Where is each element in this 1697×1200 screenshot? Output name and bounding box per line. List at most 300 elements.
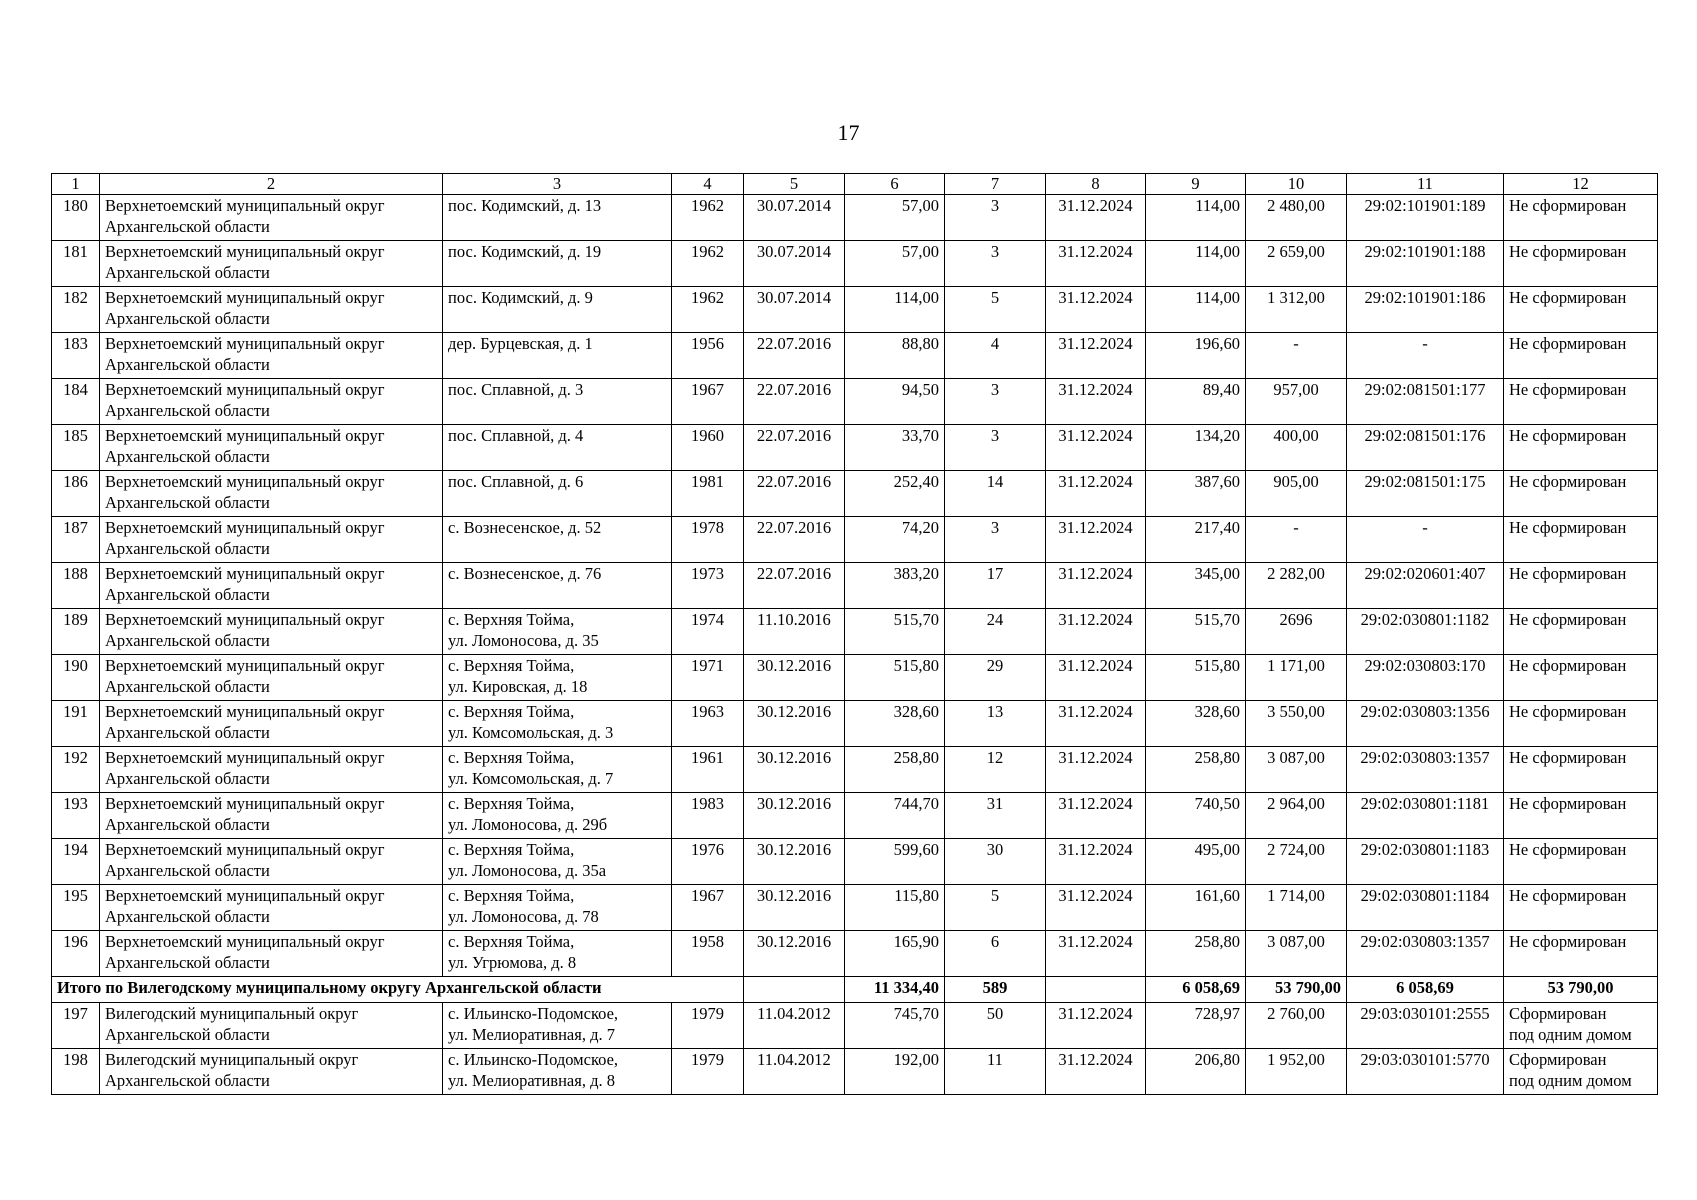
- residents-cell: [945, 655, 1046, 701]
- column-header: 8: [1046, 174, 1146, 195]
- deadline-text: 31.12.2024: [1058, 932, 1133, 951]
- year-text: 1958: [691, 932, 724, 951]
- status-text: Не сформирован: [1509, 840, 1627, 859]
- date-cell: [744, 425, 845, 471]
- municipality-cell: [100, 287, 443, 333]
- year-cell: [672, 195, 744, 241]
- area-cell: [845, 931, 945, 977]
- date-cell: [744, 1049, 845, 1095]
- year-cell: [672, 1003, 744, 1049]
- deadline-text: 31.12.2024: [1058, 564, 1133, 583]
- cadastral-text: 29:02:081501:177: [1364, 380, 1486, 399]
- deadline-text: 31.12.2024: [1058, 288, 1133, 307]
- year-text: 1978: [691, 518, 724, 537]
- cadastral-text: 29:02:030803:1357: [1360, 748, 1490, 767]
- area-text: 599,60: [893, 840, 939, 859]
- municipality-text: Архангельской области: [105, 1025, 270, 1044]
- deadline-cell: [1046, 471, 1146, 517]
- address-cell: [443, 195, 672, 241]
- cadastral-text: 29:02:030801:1181: [1360, 794, 1490, 813]
- year-cell: [672, 701, 744, 747]
- residents-text: 31: [986, 794, 1004, 813]
- area-text: 744,70: [893, 794, 939, 813]
- address-text: пос. Сплавной, д. 6: [448, 472, 584, 491]
- municipality-text: Верхнетоемский муниципальный округ: [105, 886, 385, 905]
- municipality-cell: [100, 517, 443, 563]
- year-text: 1967: [691, 886, 724, 905]
- row-number-text: 189: [63, 610, 88, 629]
- col9-text: 345,00: [1194, 564, 1240, 583]
- year-text: 1963: [691, 702, 724, 721]
- year-text: 1976: [691, 840, 724, 859]
- address-text: с. Верхняя Тойма,: [448, 932, 575, 951]
- year-cell: [672, 287, 744, 333]
- area-cell: [845, 425, 945, 471]
- area-text: 515,70: [893, 610, 939, 629]
- address-text: ул. Угрюмова, д. 8: [448, 953, 577, 972]
- col10-text: -: [1293, 334, 1299, 353]
- col10-text: 2 282,00: [1267, 564, 1325, 583]
- status-text: Не сформирован: [1509, 656, 1627, 675]
- status-cell: [1504, 839, 1658, 885]
- year-text: 1962: [691, 288, 724, 307]
- address-text: с. Верхняя Тойма,: [448, 886, 575, 905]
- col10-cell: [1246, 793, 1347, 839]
- municipality-text: Архангельской области: [105, 447, 270, 466]
- column-header: 4: [672, 174, 744, 195]
- col9-cell: [1146, 1003, 1246, 1049]
- total-row: [52, 977, 1658, 1003]
- cadastral-cell: [1347, 793, 1504, 839]
- address-text: ул. Ломоносова, д. 35: [448, 631, 599, 650]
- municipality-text: Верхнетоемский муниципальный округ: [105, 748, 385, 767]
- municipality-cell: [100, 839, 443, 885]
- column-header: 3: [443, 174, 672, 195]
- col10-text: 2 724,00: [1267, 840, 1325, 859]
- col9-text: 134,20: [1194, 426, 1240, 445]
- residents-text: 3: [990, 380, 1000, 399]
- cadastral-text: 29:02:101901:189: [1364, 196, 1486, 215]
- row-number-cell: [52, 241, 100, 287]
- row-number-text: 193: [63, 794, 88, 813]
- year-cell: [672, 517, 744, 563]
- column-header: 11: [1347, 174, 1504, 195]
- municipality-cell: [100, 471, 443, 517]
- row-number-text: 186: [63, 472, 88, 491]
- cadastral-text: 29:02:081501:176: [1364, 426, 1486, 445]
- municipality-text: Архангельской области: [105, 217, 270, 236]
- status-cell: [1504, 1049, 1658, 1095]
- residents-cell: [945, 839, 1046, 885]
- date-text: 22.07.2016: [756, 472, 832, 491]
- column-header: 1: [52, 174, 100, 195]
- row-number-cell: [52, 793, 100, 839]
- col9-text: 495,00: [1194, 840, 1240, 859]
- status-cell: [1504, 931, 1658, 977]
- residents-text: 17: [986, 564, 1004, 583]
- area-text: 33,70: [901, 426, 939, 445]
- address-text: с. Верхняя Тойма,: [448, 656, 575, 675]
- address-text: дер. Бурцевская, д. 1: [448, 334, 593, 353]
- area-cell: [845, 517, 945, 563]
- address-text: ул. Ломоносова, д. 78: [448, 907, 599, 926]
- municipality-cell: [100, 655, 443, 701]
- cadastral-cell: [1347, 379, 1504, 425]
- row-number-text: 181: [63, 242, 88, 261]
- residents-cell: [945, 885, 1046, 931]
- status-cell: [1504, 655, 1658, 701]
- date-text: 30.12.2016: [756, 748, 832, 767]
- date-cell: [744, 931, 845, 977]
- area-text: 515,80: [893, 656, 939, 675]
- date-cell: [744, 517, 845, 563]
- status-text: Не сформирован: [1509, 242, 1627, 261]
- col9-text: 515,80: [1194, 656, 1240, 675]
- year-text: 1960: [691, 426, 724, 445]
- table-row: [52, 241, 1658, 287]
- status-text: Сформирован: [1509, 1050, 1607, 1069]
- total-col12: 53 790,00: [1504, 977, 1658, 1003]
- residents-cell: [945, 333, 1046, 379]
- address-cell: [443, 655, 672, 701]
- residents-cell: [945, 609, 1046, 655]
- deadline-cell: [1046, 701, 1146, 747]
- municipality-cell: [100, 609, 443, 655]
- deadline-text: 31.12.2024: [1058, 656, 1133, 675]
- address-cell: [443, 885, 672, 931]
- residents-cell: [945, 701, 1046, 747]
- cadastral-cell: [1347, 563, 1504, 609]
- residents-cell: [945, 1003, 1046, 1049]
- cadastral-cell: [1347, 425, 1504, 471]
- address-text: пос. Сплавной, д. 3: [448, 380, 584, 399]
- status-text: Не сформирован: [1509, 380, 1627, 399]
- table-row: [52, 425, 1658, 471]
- date-text: 30.07.2014: [756, 242, 832, 261]
- cadastral-text: 29:02:020601:407: [1364, 564, 1486, 583]
- col9-text: 258,80: [1194, 748, 1240, 767]
- col9-text: 728,97: [1194, 1004, 1240, 1023]
- col9-text: 161,60: [1194, 886, 1240, 905]
- table-row: [52, 839, 1658, 885]
- status-cell: [1504, 747, 1658, 793]
- column-header: 2: [100, 174, 443, 195]
- col10-text: 2 964,00: [1267, 794, 1325, 813]
- address-text: с. Верхняя Тойма,: [448, 748, 575, 767]
- col10-text: 3 087,00: [1267, 748, 1325, 767]
- col10-text: 957,00: [1273, 380, 1319, 399]
- year-text: 1962: [691, 242, 724, 261]
- residents-text: 50: [986, 1004, 1004, 1023]
- total-empty-cell: [744, 977, 845, 1003]
- status-text: Не сформирован: [1509, 426, 1627, 445]
- cadastral-cell: [1347, 609, 1504, 655]
- cadastral-text: 29:02:030803:1356: [1360, 702, 1490, 721]
- address-cell: [443, 379, 672, 425]
- residents-text: 3: [990, 426, 1000, 445]
- municipality-cell: [100, 931, 443, 977]
- col10-cell: [1246, 1003, 1347, 1049]
- status-cell: [1504, 701, 1658, 747]
- area-cell: [845, 195, 945, 241]
- row-number-text: 183: [63, 334, 88, 353]
- municipality-text: Верхнетоемский муниципальный округ: [105, 334, 385, 353]
- status-cell: [1504, 609, 1658, 655]
- municipality-text: Архангельской области: [105, 585, 270, 604]
- col10-cell: [1246, 425, 1347, 471]
- municipality-text: Верхнетоемский муниципальный округ: [105, 196, 385, 215]
- table-row: [52, 195, 1658, 241]
- deadline-text: 31.12.2024: [1058, 794, 1133, 813]
- column-header: 12: [1504, 174, 1658, 195]
- area-text: 57,00: [901, 242, 939, 261]
- col10-text: 1 171,00: [1267, 656, 1325, 675]
- residents-cell: [945, 241, 1046, 287]
- table-row: [52, 1049, 1658, 1095]
- municipality-text: Архангельской области: [105, 263, 270, 282]
- area-cell: [845, 287, 945, 333]
- address-cell: [443, 1003, 672, 1049]
- col9-text: 387,60: [1194, 472, 1240, 491]
- date-cell: [744, 839, 845, 885]
- municipality-text: Архангельской области: [105, 1071, 270, 1090]
- cadastral-cell: [1347, 839, 1504, 885]
- row-number-text: 180: [63, 196, 88, 215]
- area-text: 115,80: [894, 886, 939, 905]
- row-number-cell: [52, 471, 100, 517]
- cadastral-cell: [1347, 747, 1504, 793]
- deadline-text: 31.12.2024: [1058, 610, 1133, 629]
- cadastral-text: 29:03:030101:2555: [1360, 1004, 1490, 1023]
- row-number-cell: [52, 195, 100, 241]
- date-text: 22.07.2016: [756, 426, 832, 445]
- total-col9: 6 058,69: [1146, 977, 1246, 1003]
- residents-text: 6: [990, 932, 1000, 951]
- status-text: Не сформирован: [1509, 518, 1627, 537]
- residents-text: 11: [987, 1050, 1003, 1069]
- date-cell: [744, 885, 845, 931]
- total-col10: 53 790,00: [1246, 977, 1347, 1003]
- residents-text: 14: [986, 472, 1004, 491]
- municipality-cell: [100, 793, 443, 839]
- col10-cell: [1246, 563, 1347, 609]
- cadastral-cell: [1347, 195, 1504, 241]
- year-text: 1971: [691, 656, 724, 675]
- municipality-text: Вилегодский муниципальный округ: [105, 1050, 359, 1069]
- date-text: 11.04.2012: [757, 1004, 831, 1023]
- col9-cell: [1146, 931, 1246, 977]
- year-text: 1981: [691, 472, 724, 491]
- col10-cell: [1246, 195, 1347, 241]
- date-text: 30.12.2016: [756, 794, 832, 813]
- date-text: 22.07.2016: [756, 564, 832, 583]
- year-text: 1983: [691, 794, 724, 813]
- area-cell: [845, 563, 945, 609]
- residents-cell: [945, 931, 1046, 977]
- cadastral-cell: [1347, 287, 1504, 333]
- date-text: 11.10.2016: [757, 610, 831, 629]
- area-text: 94,50: [901, 380, 939, 399]
- cadastral-text: 29:02:030803:1357: [1360, 932, 1490, 951]
- row-number-cell: [52, 609, 100, 655]
- area-cell: [845, 1049, 945, 1095]
- address-cell: [443, 241, 672, 287]
- area-text: 74,20: [901, 518, 939, 537]
- col9-cell: [1146, 885, 1246, 931]
- cadastral-cell: [1347, 333, 1504, 379]
- area-text: 258,80: [893, 748, 939, 767]
- table-row: [52, 1003, 1658, 1049]
- deadline-cell: [1046, 931, 1146, 977]
- municipality-text: Архангельской области: [105, 861, 270, 880]
- deadline-cell: [1046, 839, 1146, 885]
- row-number-cell: [52, 1003, 100, 1049]
- row-number-cell: [52, 379, 100, 425]
- municipality-text: Верхнетоемский муниципальный округ: [105, 242, 385, 261]
- status-text: Не сформирован: [1509, 886, 1627, 905]
- col9-cell: [1146, 379, 1246, 425]
- status-text: Не сформирован: [1509, 932, 1627, 951]
- date-cell: [744, 701, 845, 747]
- total-residents: 589: [945, 977, 1046, 1003]
- cadastral-text: 29:02:101901:188: [1364, 242, 1486, 261]
- col10-text: 905,00: [1273, 472, 1319, 491]
- address-text: с. Верхняя Тойма,: [448, 794, 575, 813]
- area-cell: [845, 885, 945, 931]
- municipality-text: Верхнетоемский муниципальный округ: [105, 932, 385, 951]
- year-text: 1974: [691, 610, 724, 629]
- row-number-cell: [52, 839, 100, 885]
- deadline-cell: [1046, 425, 1146, 471]
- column-header: 10: [1246, 174, 1347, 195]
- residents-text: 5: [990, 288, 1000, 307]
- cadastral-text: 29:02:030801:1184: [1360, 886, 1490, 905]
- municipality-text: Архангельской области: [105, 493, 270, 512]
- status-text: Не сформирован: [1509, 748, 1627, 767]
- cadastral-cell: [1347, 471, 1504, 517]
- deadline-cell: [1046, 793, 1146, 839]
- row-number-cell: [52, 655, 100, 701]
- municipality-text: Архангельской области: [105, 631, 270, 650]
- row-number-cell: [52, 425, 100, 471]
- table-row: [52, 885, 1658, 931]
- date-cell: [744, 195, 845, 241]
- address-cell: [443, 333, 672, 379]
- date-cell: [744, 609, 845, 655]
- col9-cell: [1146, 655, 1246, 701]
- col9-cell: [1146, 793, 1246, 839]
- year-cell: [672, 839, 744, 885]
- status-cell: [1504, 517, 1658, 563]
- deadline-cell: [1046, 609, 1146, 655]
- deadline-cell: [1046, 1003, 1146, 1049]
- col10-text: 1 312,00: [1267, 288, 1325, 307]
- column-header: 5: [744, 174, 845, 195]
- deadline-text: 31.12.2024: [1058, 334, 1133, 353]
- total-col11: 6 058,69: [1347, 977, 1504, 1003]
- status-cell: [1504, 195, 1658, 241]
- col10-cell: [1246, 517, 1347, 563]
- page-number: 17: [837, 120, 860, 145]
- deadline-text: 31.12.2024: [1058, 242, 1133, 261]
- cadastral-text: -: [1422, 518, 1428, 537]
- table-row: [52, 379, 1658, 425]
- table-body-lower: [52, 1003, 1658, 1095]
- col10-text: 2 480,00: [1267, 196, 1325, 215]
- row-number-text: 197: [63, 1004, 88, 1023]
- status-cell: [1504, 241, 1658, 287]
- area-text: 57,00: [901, 196, 939, 215]
- col9-cell: [1146, 471, 1246, 517]
- area-text: 328,60: [893, 702, 939, 721]
- municipality-text: Верхнетоемский муниципальный округ: [105, 564, 385, 583]
- deadline-text: 31.12.2024: [1058, 518, 1133, 537]
- municipality-text: Верхнетоемский муниципальный округ: [105, 610, 385, 629]
- residents-text: 29: [986, 656, 1004, 675]
- col9-cell: [1146, 517, 1246, 563]
- row-number-cell: [52, 563, 100, 609]
- deadline-text: 31.12.2024: [1058, 1050, 1133, 1069]
- table-row: [52, 333, 1658, 379]
- date-text: 22.07.2016: [756, 518, 832, 537]
- address-text: ул. Ломоносова, д. 35а: [448, 861, 607, 880]
- municipality-cell: [100, 379, 443, 425]
- residents-cell: [945, 471, 1046, 517]
- area-text: 88,80: [901, 334, 939, 353]
- col9-text: 114,00: [1195, 242, 1240, 261]
- deadline-cell: [1046, 563, 1146, 609]
- date-text: 30.07.2014: [756, 288, 832, 307]
- address-text: ул. Мелиоративная, д. 8: [448, 1071, 615, 1090]
- table-row: [52, 747, 1658, 793]
- status-text: Не сформирован: [1509, 794, 1627, 813]
- residents-text: 3: [990, 242, 1000, 261]
- address-text: с. Ильинско-Подомское,: [448, 1050, 619, 1069]
- date-cell: [744, 1003, 845, 1049]
- cadastral-cell: [1347, 701, 1504, 747]
- address-cell: [443, 793, 672, 839]
- address-cell: [443, 747, 672, 793]
- cadastral-text: 29:03:030101:5770: [1360, 1050, 1490, 1069]
- municipality-cell: [100, 885, 443, 931]
- col9-text: 206,80: [1194, 1050, 1240, 1069]
- deadline-cell: [1046, 379, 1146, 425]
- col9-text: 114,00: [1195, 196, 1240, 215]
- residents-text: 13: [986, 702, 1004, 721]
- date-cell: [744, 793, 845, 839]
- col10-text: 1 714,00: [1267, 886, 1325, 905]
- area-cell: [845, 333, 945, 379]
- col10-text: 3 550,00: [1267, 702, 1325, 721]
- status-cell: [1504, 563, 1658, 609]
- year-cell: [672, 793, 744, 839]
- area-text: 192,00: [893, 1050, 939, 1069]
- area-text: 165,90: [893, 932, 939, 951]
- municipality-text: Архангельской области: [105, 401, 270, 420]
- column-header: 9: [1146, 174, 1246, 195]
- residents-cell: [945, 1049, 1046, 1095]
- address-text: пос. Сплавной, д. 4: [448, 426, 584, 445]
- date-cell: [744, 747, 845, 793]
- address-cell: [443, 1049, 672, 1095]
- municipality-cell: [100, 333, 443, 379]
- col9-cell: [1146, 609, 1246, 655]
- date-text: 30.12.2016: [756, 932, 832, 951]
- row-number-text: 185: [63, 426, 88, 445]
- row-number-cell: [52, 333, 100, 379]
- residents-cell: [945, 379, 1046, 425]
- cadastral-cell: [1347, 1049, 1504, 1095]
